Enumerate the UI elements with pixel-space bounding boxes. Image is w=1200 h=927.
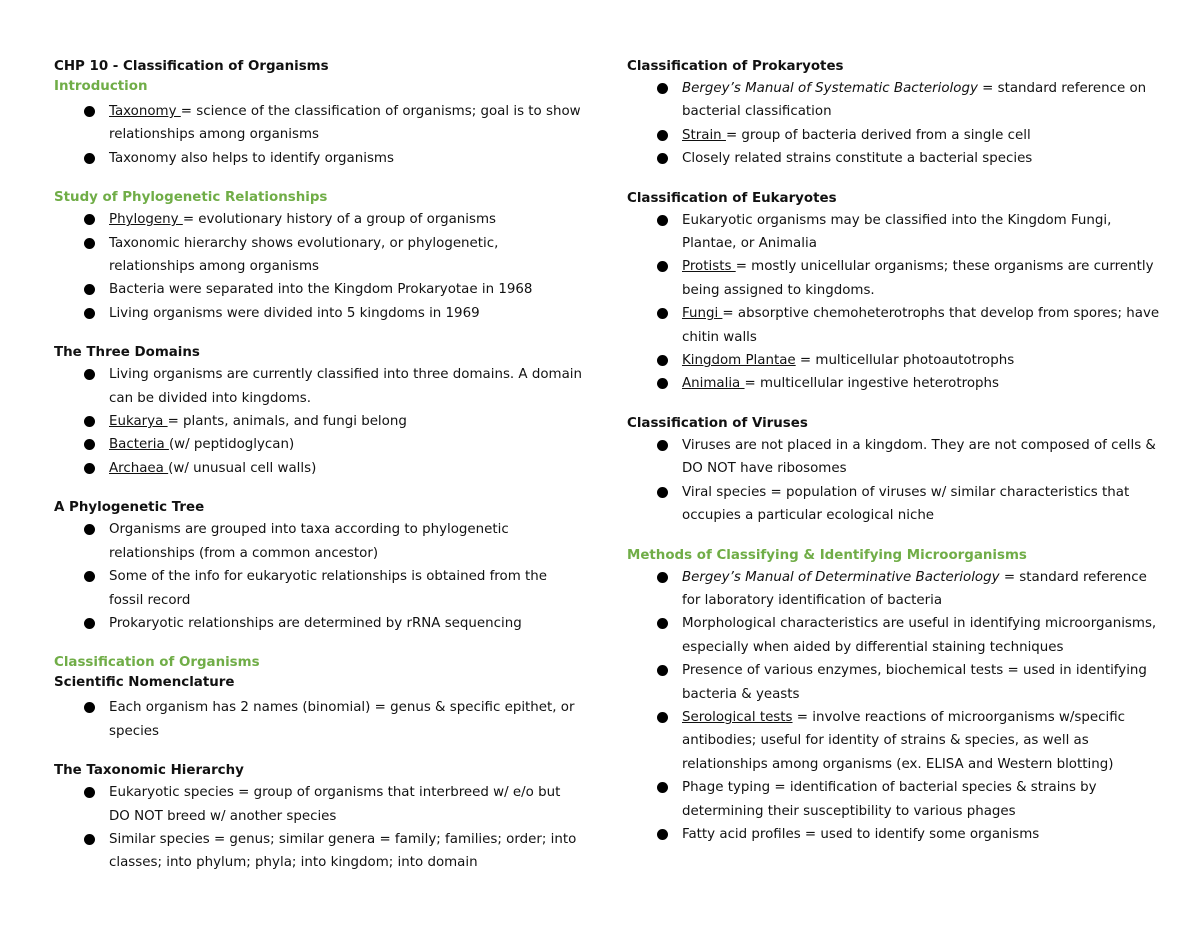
item-text: Some of the info for eukaryotic relationships is obtained from the fossil record <box>109 569 547 608</box>
domains-list <box>54 363 584 480</box>
bullet-icon <box>657 829 668 840</box>
list-item <box>54 100 584 147</box>
phylogenetic-list <box>54 208 584 325</box>
item-text: Organisms are grouped into taxa according to phylogenetic relationships (from a common ancestor) <box>109 522 509 561</box>
section-heading-classification: Classification of Organisms <box>54 655 260 671</box>
list-item <box>54 363 584 410</box>
bullet-icon <box>657 83 668 94</box>
bullet-icon <box>657 440 668 451</box>
phylogenetic-tree-list <box>54 518 584 635</box>
definition: = involve reactions of microorganisms w/specific antibodies; useful for identity of strains & species, as well as relationships among organisms (ex. ELISA and Western blotting) <box>682 709 1125 772</box>
bullet-icon <box>84 463 95 474</box>
bullet-icon <box>657 215 668 226</box>
bullet-icon <box>84 834 95 845</box>
list-item <box>54 612 584 635</box>
term: Archaea <box>109 460 169 476</box>
list-item <box>54 781 584 828</box>
term: Strain <box>682 127 726 143</box>
bullet-icon <box>657 665 668 676</box>
definition: = multicellular photoautotrophs <box>795 353 1015 369</box>
bullet-icon <box>84 284 95 295</box>
bullet-icon <box>84 571 95 582</box>
definition: = mostly unicellular organisms; these organisms are currently being assigned to kingdoms. <box>682 259 1154 298</box>
bullet-icon <box>84 439 95 450</box>
bullet-icon <box>657 618 668 629</box>
definition: = science of the classification of organisms; goal is to show relationships among organisms <box>109 104 581 143</box>
definition: (w/ peptidoglycan) <box>168 437 295 453</box>
section-heading-methods: Methods of Classifying & Identifying Microorganisms <box>627 547 1027 563</box>
list-item <box>54 208 584 231</box>
item-text: Each organism has 2 names (binomial) = genus & specific epithet, or species <box>109 700 575 739</box>
page-title: CHP 10 - Classification of Organisms <box>54 59 329 74</box>
bullet-icon <box>84 618 95 629</box>
bullet-icon <box>84 106 95 117</box>
item-text: Morphological characteristics are useful in identifying microorganisms, especially when aided by differential staining techniques <box>682 616 1157 655</box>
hierarchy-list <box>54 781 584 875</box>
list-item <box>627 481 1167 528</box>
definition: = group of bacteria derived from a single cell <box>725 127 1031 143</box>
term: Kingdom Plantae <box>682 353 796 369</box>
item-text: Prokaryotic relationships are determined by rRNA sequencing <box>109 615 522 631</box>
item-text: Living organisms were divided into 5 kingdoms in 1969 <box>109 305 480 321</box>
bullet-icon <box>84 153 95 164</box>
bullet-icon <box>84 702 95 713</box>
bullet-icon <box>657 782 668 793</box>
bullet-icon <box>657 261 668 272</box>
list-item <box>54 565 584 612</box>
definition: = standard reference for laboratory identification of bacteria <box>682 569 1147 608</box>
prokaryotes-list <box>627 77 1167 171</box>
list-item <box>627 209 1167 256</box>
definition: = absorptive chemoheterotrophs that develop from spores; have chitin walls <box>682 306 1160 345</box>
bullet-icon <box>84 308 95 319</box>
definition: (w/ unusual cell walls) <box>168 460 317 476</box>
term: Animalia <box>682 376 745 392</box>
item-text: Viruses are not placed in a kingdom. They are not composed of cells & DO NOT have ribosomes <box>682 437 1156 477</box>
term: Fungi <box>682 306 723 322</box>
bullet-icon <box>657 308 668 319</box>
list-item <box>627 147 1167 170</box>
term: Phylogeny <box>109 212 183 228</box>
left-column <box>54 57 584 875</box>
item-text: Presence of various enzymes, biochemical tests = used in identifying bacteria & yeasts <box>682 663 1147 702</box>
list-item <box>54 410 584 433</box>
term: Bergey’s Manual of Determinative Bacteriology <box>682 569 1000 585</box>
bullet-icon <box>84 214 95 225</box>
item-text: Similar species = genus; similar genera = family; families; order; into classes; into phylum; phyla; into kingdom; into domain <box>109 831 577 871</box>
bullet-icon <box>657 572 668 583</box>
bullet-icon <box>84 524 95 535</box>
item-text: Phage typing = identification of bacterial species & strains by determining their susceptibility to various phages <box>682 780 1097 819</box>
section-heading-hierarchy: The Taxonomic Hierarchy <box>54 763 244 779</box>
section-heading-phylogenetic: Study of Phylogenetic Relationships <box>54 190 328 206</box>
list-item <box>54 232 584 279</box>
item-text: Taxonomy also helps to identify organisms <box>109 150 394 166</box>
term: Taxonomy <box>109 104 181 119</box>
definition: = multicellular ingestive heterotrophs <box>744 376 999 392</box>
definition: = standard reference on bacterial classification <box>682 81 1147 120</box>
right-column <box>627 57 1167 846</box>
list-item <box>54 457 584 480</box>
bullet-icon <box>657 712 668 723</box>
methods-list <box>627 566 1167 847</box>
section-heading-prokaryotes: Classification of Prokaryotes <box>627 59 844 74</box>
term: Protists <box>682 259 736 275</box>
list-item <box>54 433 584 456</box>
list-item <box>627 659 1167 706</box>
nomenclature-list <box>54 696 584 743</box>
list-item <box>627 349 1167 372</box>
definition: = plants, animals, and fungi belong <box>167 414 407 430</box>
list-item <box>627 255 1167 302</box>
definition: = evolutionary history of a group of organisms <box>182 212 497 228</box>
list-item <box>54 147 584 170</box>
bullet-icon <box>657 130 668 141</box>
list-item <box>627 823 1167 846</box>
introduction-list <box>54 100 584 170</box>
list-item <box>54 828 584 875</box>
item-text: Taxonomic hierarchy shows evolutionary, or phylogenetic, relationships among organisms <box>109 235 499 275</box>
list-item <box>627 124 1167 147</box>
list-item <box>627 566 1167 613</box>
item-text: Eukaryotic organisms may be classified into the Kingdom Fungi, Plantae, or Animalia <box>682 212 1112 252</box>
bullet-icon <box>84 416 95 427</box>
section-heading-phylogenetic-tree: A Phylogenetic Tree <box>54 500 205 516</box>
item-text: Living organisms are currently classified into three domains. A domain can be divided into kingdoms. <box>109 367 582 406</box>
list-item <box>54 696 584 743</box>
subheading-nomenclature: Scientific Nomenclature <box>54 675 235 691</box>
section-heading-eukaryotes: Classification of Eukaryotes <box>627 190 837 206</box>
bullet-icon <box>657 378 668 389</box>
viruses-list <box>627 434 1167 528</box>
list-item <box>627 776 1167 823</box>
item-text: Fatty acid profiles = used to identify some organisms <box>682 826 1040 842</box>
item-text: Closely related strains constitute a bacterial species <box>682 151 1033 167</box>
bullet-icon <box>657 487 668 498</box>
list-item <box>54 302 584 325</box>
term: Serological tests <box>682 709 793 725</box>
item-text: Viral species = population of viruses w/ similar characteristics that occupies a particular ecological niche <box>682 484 1130 524</box>
bullet-icon <box>657 355 668 366</box>
list-item <box>627 612 1167 659</box>
list-item <box>627 372 1167 395</box>
list-item <box>627 77 1167 124</box>
item-text: Eukaryotic species = group of organisms that interbreed w/ e/o but DO NOT breed w/ another species <box>109 785 561 824</box>
section-heading-domains: The Three Domains <box>54 345 200 361</box>
term: Eukarya <box>109 414 168 430</box>
bullet-icon <box>84 238 95 249</box>
term: Bacteria <box>109 437 169 453</box>
bullet-icon <box>657 153 668 164</box>
list-item <box>54 518 584 565</box>
list-item <box>627 706 1167 776</box>
list-item <box>627 302 1167 349</box>
list-item <box>54 278 584 301</box>
term: Bergey’s Manual of Systematic Bacteriology <box>682 81 978 96</box>
section-heading-introduction: Introduction <box>54 79 148 94</box>
bullet-icon <box>84 787 95 798</box>
list-item <box>627 434 1167 481</box>
bullet-icon <box>84 369 95 380</box>
eukaryotes-list <box>627 209 1167 396</box>
section-heading-viruses: Classification of Viruses <box>627 415 808 431</box>
item-text: Bacteria were separated into the Kingdom Prokaryotae in 1968 <box>109 282 533 298</box>
